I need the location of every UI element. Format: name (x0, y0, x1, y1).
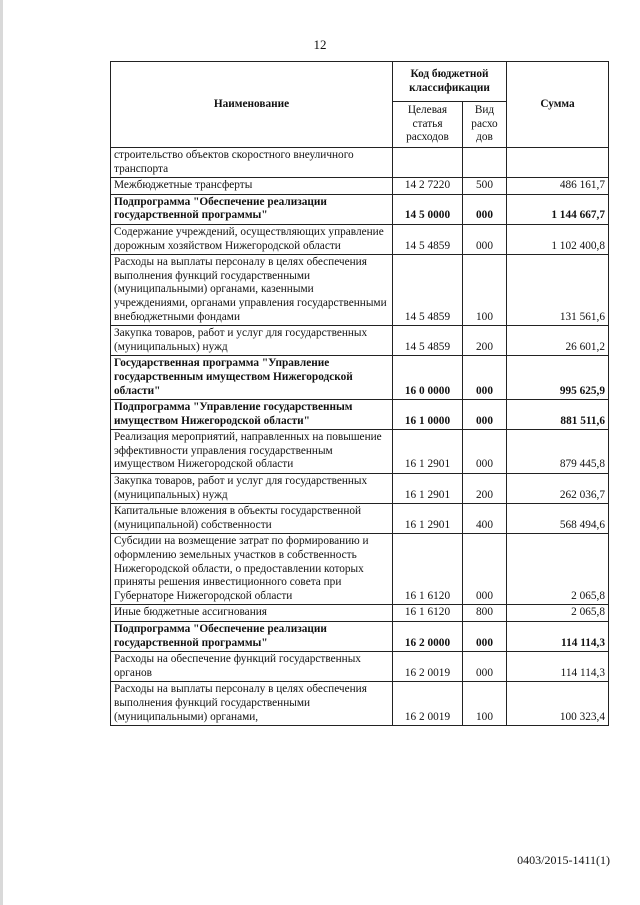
row-sum: 881 511,6 (507, 400, 609, 430)
row-name: Субсидии на возмещение затрат по формированию и оформлению земельных участков в собственность Нижегородской области, о предоставлении которых приняты решения инвестиционного совета при Губернаторе Нижегородской области (111, 534, 393, 605)
table-row (111, 194, 609, 224)
row-expense-type: 800 (463, 605, 507, 622)
row-sum: 2 065,8 (507, 605, 609, 622)
row-target-article: 16 2 0000 (393, 622, 463, 652)
row-expense-type: 000 (463, 400, 507, 430)
row-expense-type: 000 (463, 534, 507, 605)
row-sum: 568 494,6 (507, 504, 609, 534)
row-target-article: 16 0 0000 (393, 356, 463, 400)
table-row (111, 356, 609, 400)
row-name: Расходы на выплаты персоналу в целях обеспечения выполнения функций государственными (муниципальными) органами, (111, 682, 393, 726)
row-name: Иные бюджетные ассигнования (111, 605, 393, 622)
row-sum: 26 601,2 (507, 326, 609, 356)
row-name: Государственная программа "Управление государственным имуществом Нижегородской области" (111, 356, 393, 400)
row-expense-type: 000 (463, 224, 507, 254)
row-target-article: 14 5 4859 (393, 326, 463, 356)
row-target-article: 14 5 4859 (393, 255, 463, 326)
row-sum (507, 148, 609, 178)
table-row (111, 652, 609, 682)
row-sum: 1 102 400,8 (507, 224, 609, 254)
row-expense-type: 500 (463, 178, 507, 195)
scan-edge (0, 0, 3, 905)
table-row (111, 534, 609, 605)
row-target-article: 14 5 4859 (393, 224, 463, 254)
budget-table (110, 61, 609, 726)
row-expense-type: 400 (463, 504, 507, 534)
row-sum: 262 036,7 (507, 474, 609, 504)
row-target-article: 14 2 7220 (393, 178, 463, 195)
row-target-article: 16 1 6120 (393, 605, 463, 622)
table-row (111, 622, 609, 652)
row-name: Расходы на обеспечение функций государственных органов (111, 652, 393, 682)
table-row (111, 504, 609, 534)
table-row (111, 605, 609, 622)
row-target-article: 16 1 2901 (393, 474, 463, 504)
row-sum: 879 445,8 (507, 430, 609, 474)
row-sum: 114 114,3 (507, 622, 609, 652)
row-target-article: 16 2 0019 (393, 652, 463, 682)
table-row (111, 474, 609, 504)
row-target-article: 14 5 0000 (393, 194, 463, 224)
row-sum: 131 561,6 (507, 255, 609, 326)
row-sum: 2 065,8 (507, 534, 609, 605)
row-expense-type: 200 (463, 474, 507, 504)
table-row (111, 682, 609, 726)
page-number: 12 (313, 37, 327, 52)
row-target-article: 16 1 2901 (393, 504, 463, 534)
row-name: Подпрограмма "Управление государственным имуществом Нижегородской области" (111, 400, 393, 430)
row-sum: 100 323,4 (507, 682, 609, 726)
row-name: Подпрограмма "Обеспечение реализации государственной программы" (111, 622, 393, 652)
header-code-group: Код бюджетной классификации (393, 62, 507, 102)
row-sum: 114 114,3 (507, 652, 609, 682)
row-sum: 995 625,9 (507, 356, 609, 400)
row-target-article: 16 2 0019 (393, 682, 463, 726)
header-name: Наименование (111, 62, 393, 148)
row-sum: 1 144 667,7 (507, 194, 609, 224)
row-name: Расходы на выплаты персоналу в целях обеспечения выполнения функций государственными (муниципальными) органами, казенными учреждениями, органами управления государственными внебюджетными фондами (111, 255, 393, 326)
row-name: Капитальные вложения в объекты государственной (муниципальной) собственности (111, 504, 393, 534)
row-expense-type: 000 (463, 194, 507, 224)
document-code: 0403/2015-1411(1) (517, 853, 610, 867)
table-row (111, 178, 609, 195)
table-row (111, 326, 609, 356)
row-name: Закупка товаров, работ и услуг для государственных (муниципальных) нужд (111, 326, 393, 356)
row-expense-type: 000 (463, 622, 507, 652)
header-target-article: Целевая статья расходов (393, 102, 463, 148)
row-name: Содержание учреждений, осуществляющих управление дорожным хозяйством Нижегородской области (111, 224, 393, 254)
row-target-article: 16 1 2901 (393, 430, 463, 474)
table-body (111, 148, 609, 726)
row-expense-type: 100 (463, 255, 507, 326)
table-row (111, 400, 609, 430)
row-expense-type: 000 (463, 652, 507, 682)
row-expense-type: 200 (463, 326, 507, 356)
row-name: Закупка товаров, работ и услуг для государственных (муниципальных) нужд (111, 474, 393, 504)
row-expense-type (463, 148, 507, 178)
table-row (111, 224, 609, 254)
row-target-article: 16 1 6120 (393, 534, 463, 605)
row-expense-type: 000 (463, 356, 507, 400)
header-sum: Сумма (507, 62, 609, 148)
row-name: Межбюджетные трансферты (111, 178, 393, 195)
row-expense-type: 100 (463, 682, 507, 726)
row-target-article: 16 1 0000 (393, 400, 463, 430)
row-name: строительство объектов скоростного внеуличного транспорта (111, 148, 393, 178)
table-row (111, 430, 609, 474)
header-expense-type: Вид расхо дов (463, 102, 507, 148)
row-target-article (393, 148, 463, 178)
row-name: Реализация мероприятий, направленных на повышение эффективности управления государственным имуществом Нижегородской области (111, 430, 393, 474)
row-sum: 486 161,7 (507, 178, 609, 195)
row-name: Подпрограмма "Обеспечение реализации государственной программы" (111, 194, 393, 224)
table-row (111, 148, 609, 178)
table-row (111, 255, 609, 326)
row-expense-type: 000 (463, 430, 507, 474)
